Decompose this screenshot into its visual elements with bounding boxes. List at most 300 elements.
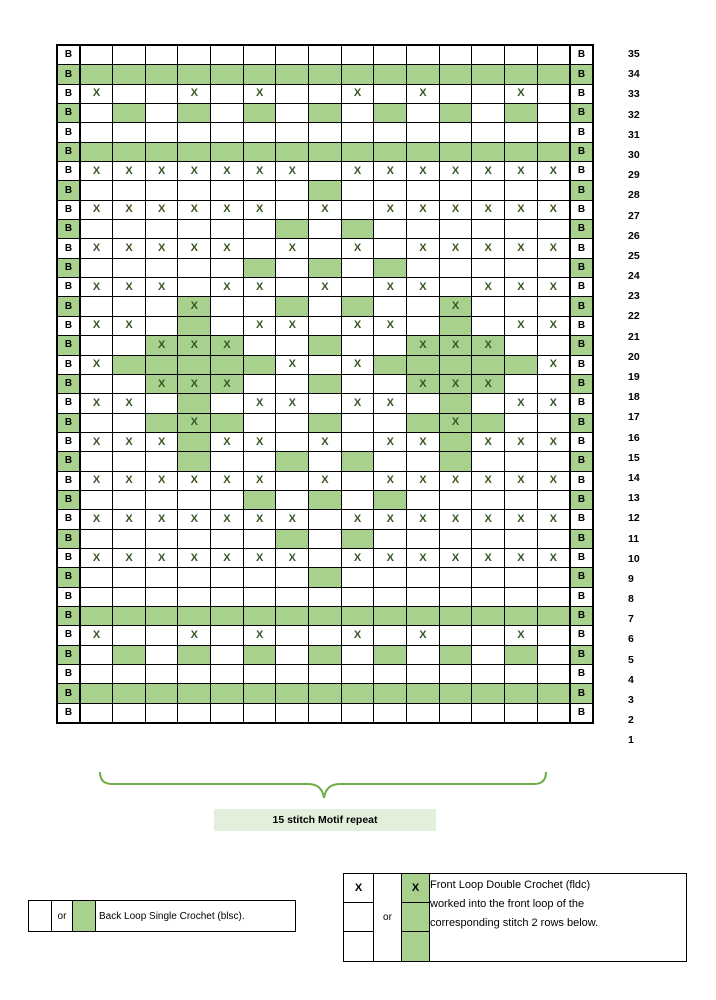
chart-row — [57, 394, 593, 413]
stitch-cell — [145, 568, 178, 587]
stitch-cell: X — [178, 510, 211, 529]
stitch-cell: X — [472, 510, 505, 529]
row-number: 2 — [628, 714, 634, 727]
stitch-cell — [537, 220, 570, 239]
edge-stitch-right: B — [570, 606, 593, 625]
stitch-cell: X — [276, 239, 309, 258]
stitch-cell: X — [472, 336, 505, 355]
stitch-cell — [374, 665, 407, 684]
stitch-cell — [178, 568, 211, 587]
stitch-cell — [309, 355, 342, 374]
edge-stitch-right: B — [570, 316, 593, 335]
stitch-cell: X — [407, 432, 440, 451]
stitch-cell — [439, 104, 472, 123]
stitch-cell — [309, 142, 342, 161]
stitch-cell — [211, 142, 244, 161]
stitch-cell — [178, 432, 211, 451]
stitch-cell: X — [472, 200, 505, 219]
stitch-cell: X — [505, 278, 538, 297]
stitch-cell — [439, 394, 472, 413]
stitch-cell: X — [80, 510, 113, 529]
stitch-cell — [505, 645, 538, 664]
stitch-cell: X — [505, 200, 538, 219]
stitch-cell: X — [178, 548, 211, 567]
stitch-cell: X — [243, 626, 276, 645]
chart-row — [57, 587, 593, 606]
row-number: 10 — [628, 552, 640, 565]
row-number: 11 — [628, 532, 640, 545]
stitch-cell — [439, 142, 472, 161]
stitch-cell — [472, 606, 505, 625]
stitch-cell — [178, 278, 211, 297]
stitch-cell — [178, 665, 211, 684]
stitch-cell: X — [505, 394, 538, 413]
stitch-cell: X — [407, 278, 440, 297]
legend-fldc-line1: Front Loop Double Crochet (fldc) — [430, 879, 591, 891]
stitch-cell — [243, 587, 276, 606]
stitch-cell — [211, 490, 244, 509]
edge-stitch-left: B — [57, 45, 80, 65]
stitch-cell — [472, 645, 505, 664]
stitch-cell — [309, 548, 342, 567]
legend-fldc-cell — [344, 903, 373, 932]
stitch-cell — [276, 181, 309, 200]
row-number: 29 — [628, 169, 640, 182]
stitch-cell — [374, 587, 407, 606]
stitch-cell — [145, 490, 178, 509]
stitch-cell — [505, 374, 538, 393]
stitch-cell — [113, 626, 146, 645]
stitch-cell — [243, 142, 276, 161]
stitch-cell — [341, 568, 374, 587]
stitch-cell: X — [80, 239, 113, 258]
stitch-cell — [505, 355, 538, 374]
stitch-cell — [472, 587, 505, 606]
stitch-cell — [374, 529, 407, 548]
row-number: 35 — [628, 48, 640, 60]
stitch-cell: X — [374, 316, 407, 335]
stitch-cell — [505, 123, 538, 142]
stitch-cell — [309, 316, 342, 335]
stitch-cell — [276, 645, 309, 664]
stitch-cell — [211, 606, 244, 625]
stitch-cell — [211, 297, 244, 316]
motif-repeat-label: 15 stitch Motif repeat — [214, 809, 436, 831]
edge-stitch-left: B — [57, 510, 80, 529]
stitch-cell — [309, 374, 342, 393]
stitch-cell — [309, 568, 342, 587]
stitch-cell — [243, 529, 276, 548]
stitch-cell — [178, 529, 211, 548]
stitch-cell: X — [178, 374, 211, 393]
stitch-cell — [113, 355, 146, 374]
chart-row — [57, 336, 593, 355]
stitch-cell — [537, 703, 570, 723]
edge-stitch-right: B — [570, 587, 593, 606]
edge-stitch-right: B — [570, 413, 593, 432]
stitch-cell: X — [80, 626, 113, 645]
legend-fldc-col-green — [402, 874, 430, 961]
stitch-cell — [276, 84, 309, 103]
stitch-cell — [309, 684, 342, 703]
edge-stitch-left: B — [57, 568, 80, 587]
stitch-cell — [113, 413, 146, 432]
legend-fldc-text — [430, 876, 682, 933]
stitch-cell — [374, 355, 407, 374]
stitch-cell — [341, 645, 374, 664]
edge-stitch-right: B — [570, 490, 593, 509]
stitch-cell — [309, 452, 342, 471]
stitch-cell — [309, 297, 342, 316]
edge-stitch-right: B — [570, 665, 593, 684]
stitch-cell — [407, 181, 440, 200]
stitch-cell: X — [113, 200, 146, 219]
stitch-cell — [243, 645, 276, 664]
stitch-cell: X — [113, 432, 146, 451]
stitch-cell — [505, 336, 538, 355]
edge-stitch-left: B — [57, 684, 80, 703]
legend-fldc-or: or — [374, 874, 402, 961]
stitch-cell — [243, 568, 276, 587]
row-number: 1 — [628, 734, 634, 747]
legend-blsc-white-cell — [29, 901, 52, 931]
stitch-cell: X — [80, 432, 113, 451]
stitch-cell: X — [505, 162, 538, 181]
edge-stitch-left: B — [57, 123, 80, 142]
stitch-cell — [80, 529, 113, 548]
stitch-cell — [276, 665, 309, 684]
stitch-cell — [80, 220, 113, 239]
stitch-cell: X — [178, 413, 211, 432]
stitch-cell — [505, 258, 538, 277]
stitch-cell: X — [505, 548, 538, 567]
stitch-cell: X — [537, 239, 570, 258]
stitch-cell: X — [472, 278, 505, 297]
stitch-cell — [505, 490, 538, 509]
stitch-cell — [374, 142, 407, 161]
stitch-cell — [537, 529, 570, 548]
edge-stitch-right: B — [570, 394, 593, 413]
stitch-cell: X — [243, 432, 276, 451]
stitch-cell — [341, 45, 374, 65]
stitch-cell — [472, 104, 505, 123]
stitch-cell — [211, 45, 244, 65]
stitch-cell — [505, 65, 538, 84]
stitch-cell: X — [243, 278, 276, 297]
stitch-cell — [374, 336, 407, 355]
stitch-cell: X — [407, 200, 440, 219]
edge-stitch-left: B — [57, 84, 80, 103]
stitch-cell — [537, 684, 570, 703]
row-number: 18 — [628, 391, 640, 404]
stitch-cell: X — [145, 432, 178, 451]
stitch-cell — [113, 336, 146, 355]
stitch-cell — [178, 45, 211, 65]
stitch-cell — [537, 452, 570, 471]
stitch-cell — [341, 606, 374, 625]
stitch-cell — [309, 490, 342, 509]
stitch-cell — [178, 645, 211, 664]
stitch-cell — [309, 665, 342, 684]
stitch-cell — [472, 703, 505, 723]
stitch-cell — [341, 529, 374, 548]
stitch-cell: X — [407, 162, 440, 181]
stitch-cell: X — [505, 316, 538, 335]
stitch-cell — [309, 394, 342, 413]
stitch-cell: X — [341, 394, 374, 413]
stitch-cell — [243, 374, 276, 393]
stitch-cell: X — [374, 394, 407, 413]
row-number: 25 — [628, 249, 640, 262]
stitch-cell — [145, 181, 178, 200]
stitch-cell — [113, 568, 146, 587]
stitch-cell — [439, 490, 472, 509]
stitch-cell: X — [243, 84, 276, 103]
edge-stitch-right: B — [570, 432, 593, 451]
stitch-cell: X — [341, 548, 374, 567]
stitch-cell — [145, 316, 178, 335]
stitch-cell: X — [178, 162, 211, 181]
stitch-cell — [80, 645, 113, 664]
stitch-cell — [505, 568, 538, 587]
edge-stitch-right: B — [570, 548, 593, 567]
stitch-cell — [145, 529, 178, 548]
stitch-cell — [407, 413, 440, 432]
stitch-cell — [145, 297, 178, 316]
stitch-cell — [309, 529, 342, 548]
stitch-cell — [439, 432, 472, 451]
stitch-cell — [276, 606, 309, 625]
edge-stitch-right: B — [570, 355, 593, 374]
chart-row — [57, 645, 593, 664]
stitch-cell — [113, 65, 146, 84]
stitch-cell — [407, 142, 440, 161]
stitch-cell: X — [309, 432, 342, 451]
edge-stitch-left: B — [57, 278, 80, 297]
stitch-cell — [439, 684, 472, 703]
stitch-cell — [341, 104, 374, 123]
edge-stitch-right: B — [570, 181, 593, 200]
stitch-cell — [113, 703, 146, 723]
edge-stitch-left: B — [57, 471, 80, 490]
chart-row — [57, 548, 593, 567]
stitch-cell — [276, 471, 309, 490]
stitch-cell: X — [439, 548, 472, 567]
stitch-cell — [374, 181, 407, 200]
stitch-cell — [374, 568, 407, 587]
edge-stitch-left: B — [57, 297, 80, 316]
edge-stitch-right: B — [570, 645, 593, 664]
edge-stitch-left: B — [57, 220, 80, 239]
stitch-cell: X — [113, 239, 146, 258]
stitch-cell — [341, 413, 374, 432]
stitch-cell — [276, 142, 309, 161]
stitch-cell — [145, 665, 178, 684]
stitch-cell — [537, 142, 570, 161]
stitch-cell — [505, 104, 538, 123]
stitch-cell — [80, 568, 113, 587]
stitch-cell — [243, 606, 276, 625]
edge-stitch-right: B — [570, 258, 593, 277]
stitch-cell: X — [145, 239, 178, 258]
edge-stitch-left: B — [57, 529, 80, 548]
chart-row — [57, 84, 593, 103]
stitch-cell: X — [80, 471, 113, 490]
stitch-cell — [537, 645, 570, 664]
stitch-cell — [80, 104, 113, 123]
stitch-cell — [439, 703, 472, 723]
edge-stitch-left: B — [57, 645, 80, 664]
stitch-cell — [341, 65, 374, 84]
stitch-cell: X — [178, 84, 211, 103]
stitch-cell — [472, 65, 505, 84]
stitch-cell — [178, 587, 211, 606]
stitch-cell — [407, 297, 440, 316]
stitch-cell — [80, 606, 113, 625]
stitch-cell: X — [439, 239, 472, 258]
stitch-cell — [309, 587, 342, 606]
legend-blsc-green-cell — [73, 901, 96, 931]
stitch-cell: X — [113, 394, 146, 413]
stitch-cell: X — [276, 548, 309, 567]
stitch-cell — [178, 123, 211, 142]
stitch-cell — [537, 104, 570, 123]
stitch-cell: X — [374, 471, 407, 490]
stitch-cell — [472, 355, 505, 374]
stitch-cell — [276, 626, 309, 645]
edge-stitch-left: B — [57, 665, 80, 684]
stitch-cell — [276, 336, 309, 355]
chart-row — [57, 471, 593, 490]
stitch-cell — [472, 297, 505, 316]
stitch-cell — [537, 65, 570, 84]
stitch-cell — [341, 142, 374, 161]
stitch-cell — [439, 606, 472, 625]
stitch-cell — [80, 297, 113, 316]
stitch-cell: X — [80, 394, 113, 413]
row-number: 14 — [628, 471, 640, 484]
stitch-cell — [276, 452, 309, 471]
stitch-cell — [276, 374, 309, 393]
stitch-cell — [113, 45, 146, 65]
stitch-cell — [80, 490, 113, 509]
stitch-cell — [537, 490, 570, 509]
stitch-cell — [113, 297, 146, 316]
stitch-cell: X — [276, 316, 309, 335]
edge-stitch-right: B — [570, 703, 593, 723]
chart-row — [57, 278, 593, 297]
stitch-cell — [374, 626, 407, 645]
stitch-cell — [276, 65, 309, 84]
stitch-cell — [472, 220, 505, 239]
stitch-cell — [341, 452, 374, 471]
stitch-cell — [407, 258, 440, 277]
stitch-cell — [309, 413, 342, 432]
edge-stitch-right: B — [570, 104, 593, 123]
stitch-cell — [309, 123, 342, 142]
stitch-cell — [211, 529, 244, 548]
stitch-cell — [145, 703, 178, 723]
stitch-cell — [374, 65, 407, 84]
stitch-cell: X — [243, 200, 276, 219]
stitch-cell: X — [80, 355, 113, 374]
stitch-cell — [341, 587, 374, 606]
edge-stitch-left: B — [57, 239, 80, 258]
edge-stitch-left: B — [57, 626, 80, 645]
stitch-cell — [505, 413, 538, 432]
stitch-cell — [178, 181, 211, 200]
stitch-cell — [309, 258, 342, 277]
stitch-cell — [243, 258, 276, 277]
row-number: 4 — [628, 673, 634, 686]
stitch-cell — [113, 529, 146, 548]
stitch-cell — [80, 65, 113, 84]
stitch-cell: X — [276, 162, 309, 181]
stitch-cell — [243, 413, 276, 432]
stitch-cell — [243, 703, 276, 723]
stitch-cell — [309, 45, 342, 65]
chart-row — [57, 452, 593, 471]
stitch-cell — [80, 684, 113, 703]
stitch-cell — [276, 220, 309, 239]
stitch-cell — [80, 413, 113, 432]
stitch-cell — [211, 452, 244, 471]
stitch-cell: X — [211, 239, 244, 258]
stitch-cell — [439, 84, 472, 103]
stitch-cell: X — [178, 471, 211, 490]
row-number: 32 — [628, 108, 640, 121]
stitch-cell — [211, 684, 244, 703]
stitch-cell: X — [439, 162, 472, 181]
stitch-cell: X — [211, 548, 244, 567]
stitch-cell: X — [439, 374, 472, 393]
stitch-cell — [309, 84, 342, 103]
stitch-cell — [537, 413, 570, 432]
chart-row — [57, 316, 593, 335]
stitch-cell — [374, 413, 407, 432]
stitch-cell: X — [341, 162, 374, 181]
stitch-cell — [211, 413, 244, 432]
stitch-cell: X — [145, 510, 178, 529]
edge-stitch-right: B — [570, 336, 593, 355]
stitch-cell: X — [407, 84, 440, 103]
stitch-cell — [113, 123, 146, 142]
stitch-cell — [243, 45, 276, 65]
edge-stitch-left: B — [57, 490, 80, 509]
stitch-cell — [341, 490, 374, 509]
stitch-cell — [113, 104, 146, 123]
stitch-cell — [407, 316, 440, 335]
stitch-cell — [407, 645, 440, 664]
stitch-cell — [537, 297, 570, 316]
stitch-cell — [472, 123, 505, 142]
stitch-cell — [505, 684, 538, 703]
stitch-cell — [472, 568, 505, 587]
stitch-cell — [145, 104, 178, 123]
stitch-cell — [407, 394, 440, 413]
stitch-cell: X — [145, 278, 178, 297]
stitch-cell — [407, 529, 440, 548]
row-number: 23 — [628, 290, 640, 303]
stitch-cell — [145, 452, 178, 471]
stitch-cell — [276, 123, 309, 142]
chart-row — [57, 374, 593, 393]
stitch-cell: X — [211, 510, 244, 529]
stitch-cell: X — [341, 316, 374, 335]
stitch-cell — [472, 665, 505, 684]
stitch-cell — [145, 65, 178, 84]
stitch-cell — [341, 703, 374, 723]
